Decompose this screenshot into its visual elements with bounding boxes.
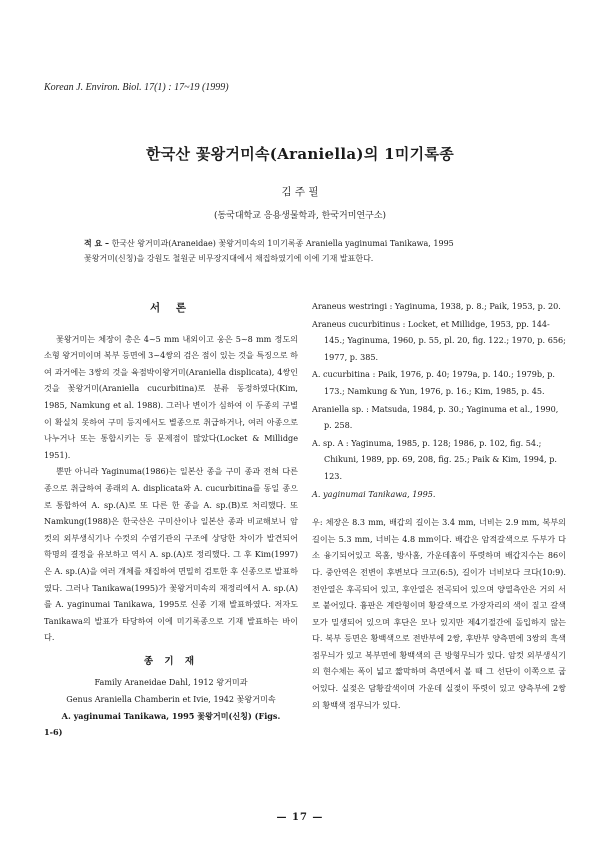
genus-line: Genus Araniella Chamberin et Ivie, 1942 꽃왕거미속 [66, 694, 276, 705]
intro-paragraph-2: 뿐만 아니라 Yaginuma(1986)는 일본산 종을 구미 종과 전혀 다른 종으로 취급하여 종래의 A. displicata와 A. cucurbitina를 동일 종으로 통합하여 A. sp.(A)로 또 다른 한 종을 A. sp.(B)로 처리했다. 또 Namkung(1988)은 한국산은 구미산이나 일본산 종과 비교해보니 암컷의 외부생식기나 수컷의 수염기관의 구조에 상당한 차이가 발견되어 학명의 결정을 유보하고 역시 A. sp.(A)로 정리했다. 그 후 Kim(1997)은 A. sp.(A)을 여러 개체를 채집하여 면밀히 검토한 후 신종으로 발표하였다. 그러나 Tanikawa(1995)가 꽃왕거미속의 재정리에서 A. sp.(A)를 A. yaginumai Tanikawa, 1995로 신종 기재 발표하였다. 저자도 Tanikawa의 발표가 타당하여 이에 미기록종으로 기재 발표하는 바이다. [44, 466, 298, 643]
synonym-entry: Araneus westringi : Yaginuma, 1938, p. 8.; Paik, 1953, p. 20. [312, 301, 561, 311]
author-name: 김 주 필 [281, 186, 319, 198]
abstract-line-1 [84, 236, 514, 251]
family-line: Family Araneidae Dahl, 1912 왕거미과 [94, 677, 248, 688]
synonym-entry: A. cucurbitina : Paik, 1976, p. 40; 1979a, p. 140.; 1979b, p. 173.; Namkung & Yun, 1976, p. 16.; Kim, 1985, p. 45. [312, 369, 555, 396]
species-line-continued: 1-6) [44, 727, 63, 738]
section-heading-introduction: 서 론 [150, 302, 192, 314]
species-description: 우: 체장은 8.3 mm, 배갑의 길이는 3.4 mm, 너비는 2.9 mm, 복부의 길이는 5.3 mm, 너비는 4.8 mm이다. 배갑은 암적갈색으로 두부가 다소 융기되어있고 목홈, 방사홈, 가운데홈이 뚜렷하며 배갑지수는 86이다. 중안역은 전변이 후변보다 크고(6:5), 길이가 너비보다 크다(10:9). 전안열은 후곡되어 있고, 후안열은 전곡되어 있으며 양열측안은 거의 서로 붙어있다. 흉판은 계란형이며 황갈색으로 가장자리의 색이 짙고 갈색모가 밀생되어 있으며 후단은 모나 있지만 제4기절간에 돌입하지 않는다. 복부 등면은 황백색으로 전반부에 2쌍, 후반부 양측면에 3쌍의 흑색 점무늬가 있고 복부면에 황백색의 큰 방형무늬가 있다. 암컷 외부생식기의 현수체는 폭이 넓고 짧막하며 측면에서 볼 때 그 선단이 이쪽으로 굽어있다. 실젖은 담황갈색이며 가운데 실젖이 뚜렷이 있고 양측부에 2쌍의 황백색 점무늬가 있다. [312, 517, 566, 710]
synonym-entry: A. yaginumai Tanikawa, 1995. [312, 488, 436, 499]
journal-citation: Korean J. Environ. Biol. 17(1) : 17~19 (1999) [44, 82, 229, 93]
intro-paragraph-1: 꽃왕거미는 체장이 총은 4~5 mm 내외이고 웅은 5~8 mm 정도의 소형 왕거미이며 복부 등면에 3~4쌍의 검은 점이 있는 것을 특징으로 하여 과거에는 3쌍의 것을 육점박이왕거미(Araniella displicata), 4쌍인 것을 꽃왕거미(Araniella cucurbitina)로 분류 동정하였다(Kim, 1985, Namkung et al. 1988). 그러나 변이가 심하여 이 두종의 구별이 확실치 못하여 구미 등지에서도 별종으로 취급하거나, 여러 아종으로 나누거나 또는 통합시키는 등 문제점이 많았다(Locket & Millidge 1951). [44, 333, 298, 460]
abstract-text-1: 한국산 왕거미과(Araneidae) 꽃왕거미속의 1미기록종 Araniella yaginumai Tanikawa, 1995 [111, 239, 454, 248]
abstract-line-2: 꽃왕거미(신칭)을 강원도 철원군 비무장지대에서 채집하였기에 이에 기재 발표한다. [84, 254, 374, 263]
abstract [84, 236, 514, 266]
synonym-entry: Araniella sp. : Matsuda, 1984, p. 30.; Yaginuma et al., 1990, p. 258. [312, 403, 559, 431]
left-column [44, 298, 298, 741]
article-title: 한국산 꽃왕거미속(Araniella)의 1미기록종 [145, 145, 455, 163]
author-affiliation: (동국대학교 응용생물학과, 한국거미연구소) [213, 211, 387, 221]
synonym-entry: Araneus cucurbitinus : Locket, et Millidge, 1953, pp. 144-145.; Yaginuma, 1960, p. 55, pl. 20, fig. 122.; 1970, p. 656; 1977, p. 385. [312, 318, 566, 362]
right-column [312, 298, 566, 713]
page-number: — 17 — [276, 812, 324, 823]
spacer [312, 502, 566, 514]
abstract-label: 적 요 – [84, 238, 110, 248]
species-line: A. yaginumai Tanikawa, 1995 꽃왕거미(신칭) (Figs. [61, 710, 281, 721]
synonym-entry: A. sp. A : Yaginuma, 1985, p. 128; 1986, p. 102, fig. 54.; Chikuni, 1989, pp. 69, 208, fig. 25.; Paik & Kim, 1994, p. 123. [312, 437, 557, 481]
section-heading-taxonomy: 종 기 재 [143, 655, 199, 667]
